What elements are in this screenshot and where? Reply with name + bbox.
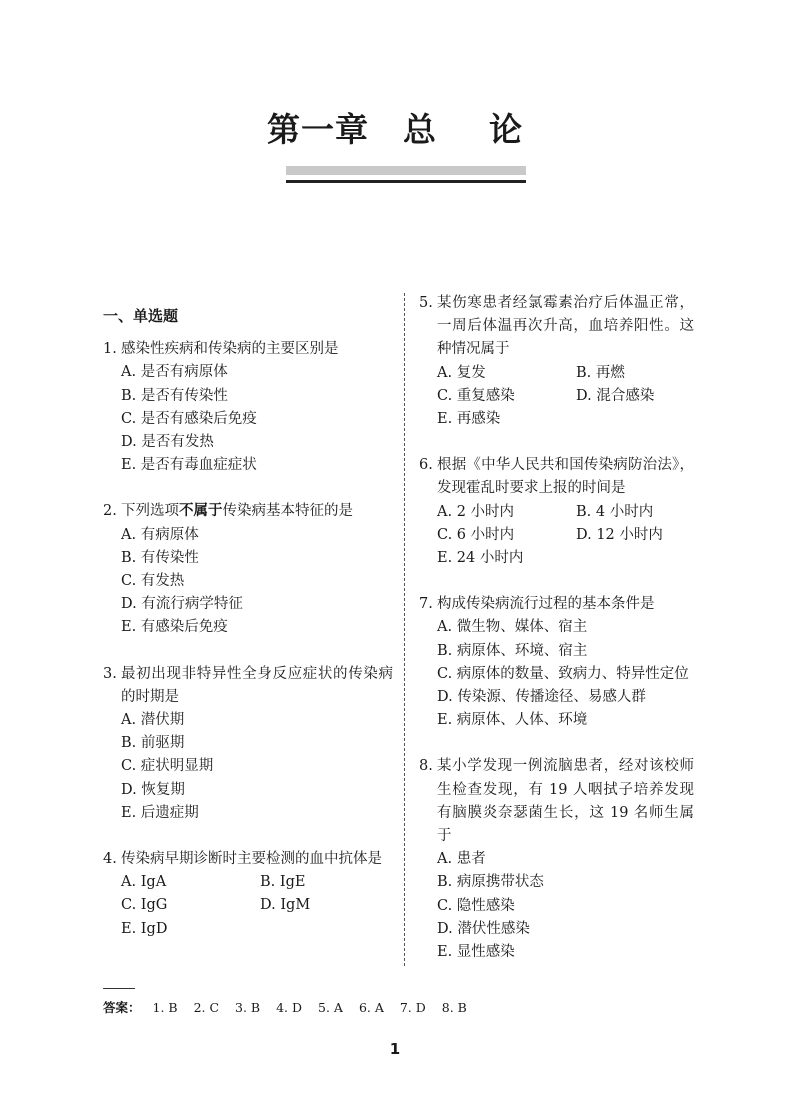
question-6 [419,454,694,570]
option-d: D. 12 小时内 [576,526,663,543]
answer-item: 2. C [193,1000,220,1015]
question-text: 构成传染病流行过程的基本条件是 [437,596,655,613]
title-underline-black [286,180,526,183]
question-number: 7. [419,596,433,613]
option-a: A. 复发 [437,364,486,381]
chapter-title-part3: 论 [489,110,523,149]
option-d: D. 恢复期 [121,781,185,798]
option-b: B. IgE [260,874,306,891]
option-c: C. 6 小时内 [437,526,515,543]
option-a: A. IgA [121,874,167,891]
answer-item: 6. A [358,1000,384,1015]
option-d: D. 潜伏性感染 [437,920,530,937]
question-text [121,500,393,523]
question-3 [103,663,393,825]
page-number: 1 [389,1040,401,1058]
answer-item: 8. B [441,1000,467,1015]
option-b: B. 4 小时内 [576,503,654,520]
option-b: B. 前驱期 [121,735,185,752]
option-b: B. 病原携带状态 [437,874,544,891]
answer-item: 1. B [152,1000,178,1015]
chapter-title [0,104,790,151]
right-column [419,292,694,987]
section-title: 一、单选题 [103,307,179,325]
question-number: 2. [103,503,117,520]
question-number: 6. [419,457,433,474]
option-e: E. 显性感染 [437,944,515,961]
option-e: E. 后遗症期 [121,804,199,821]
question-text: 根据《中华人民共和国传染病防治法》，发现霍乱时要求上报的时间是 [437,457,694,497]
question-text: 某小学发现一例流脑患者，经对该校师生检查发现，有 19 人咽拭子培养发现有脑膜炎奈瑟菌生长，这 19 名师生属于 [437,758,694,845]
footnote-rule [103,988,135,989]
option-e: E. 有感染后免疫 [121,619,228,636]
option-e: E. IgD [121,920,168,937]
chapter-title-part2: 总 [403,110,437,149]
option-e: E. 再感染 [437,411,501,428]
question-number: 1. [103,341,117,358]
question-number: 4. [103,851,117,868]
option-a: A. 微生物、媒体、宿主 [437,619,588,636]
title-underline-grey [286,166,526,175]
question-text: 最初出现非特异性全身反应症状的传染病的时期是 [121,665,393,705]
option-c: C. 有发热 [121,573,185,590]
answer-key-label: 答案： [103,1000,141,1015]
option-e: E. 是否有毒血症症状 [121,457,257,474]
question-number: 8. [419,758,433,775]
option-e: E. 病原体、人体、环境 [437,712,588,729]
question-7 [419,593,694,732]
option-b: B. 是否有传染性 [121,387,228,404]
question-2 [103,500,393,639]
option-a: A. 患者 [437,851,486,868]
question-text-pre: 下列选项 [121,503,179,520]
option-e: E. 24 小时内 [437,550,524,567]
option-c: C. 是否有感染后免疫 [121,410,257,427]
column-divider [404,293,405,966]
question-text: 感染性疾病和传染病的主要区别是 [121,341,339,358]
option-d: D. 有流行病学特征 [121,596,243,613]
option-b: B. 有传染性 [121,549,199,566]
question-text-emphasis: 不属于 [179,503,223,520]
question-number: 5. [419,295,433,311]
question-5 [419,292,694,431]
question-text: 传染病早期诊断时主要检测的血中抗体是 [121,851,382,868]
question-text-post: 传染病基本特征的是 [222,503,353,520]
question-number: 3. [103,665,117,682]
option-d: D. 传染源、传播途径、易感人群 [437,689,646,706]
option-b: B. 再燃 [576,364,625,381]
question-1 [103,338,393,477]
option-c: C. IgG [121,897,168,914]
answer-key [103,998,479,1016]
answer-item: 7. D [399,1000,426,1015]
option-d: D. 混合感染 [576,387,655,404]
option-b: B. 病原体、环境、宿主 [437,642,588,659]
left-column [103,305,393,964]
chapter-title-part1: 第一章 [267,110,369,149]
option-a: A. 2 小时内 [437,503,515,520]
option-a: A. 潜伏期 [121,712,185,729]
option-c: C. 隐性感染 [437,897,515,914]
option-a: A. 是否有病原体 [121,364,228,381]
option-c: C. 症状明显期 [121,758,214,775]
option-a: A. 有病原体 [121,526,199,543]
option-d: D. IgM [260,897,311,914]
option-c: C. 病原体的数量、致病力、特异性定位 [437,665,689,682]
answer-item: 4. D [276,1000,303,1015]
option-d: D. 是否有发热 [121,434,214,451]
answer-item: 5. A [318,1000,343,1015]
option-c: C. 重复感染 [437,387,515,404]
question-8 [419,755,694,964]
question-text: 某伤寒患者经氯霉素治疗后体温正常，一周后体温再次升高，血培养阳性。这种情况属于 [437,295,694,358]
question-4 [103,848,393,941]
answer-item: 3. B [235,1000,261,1015]
